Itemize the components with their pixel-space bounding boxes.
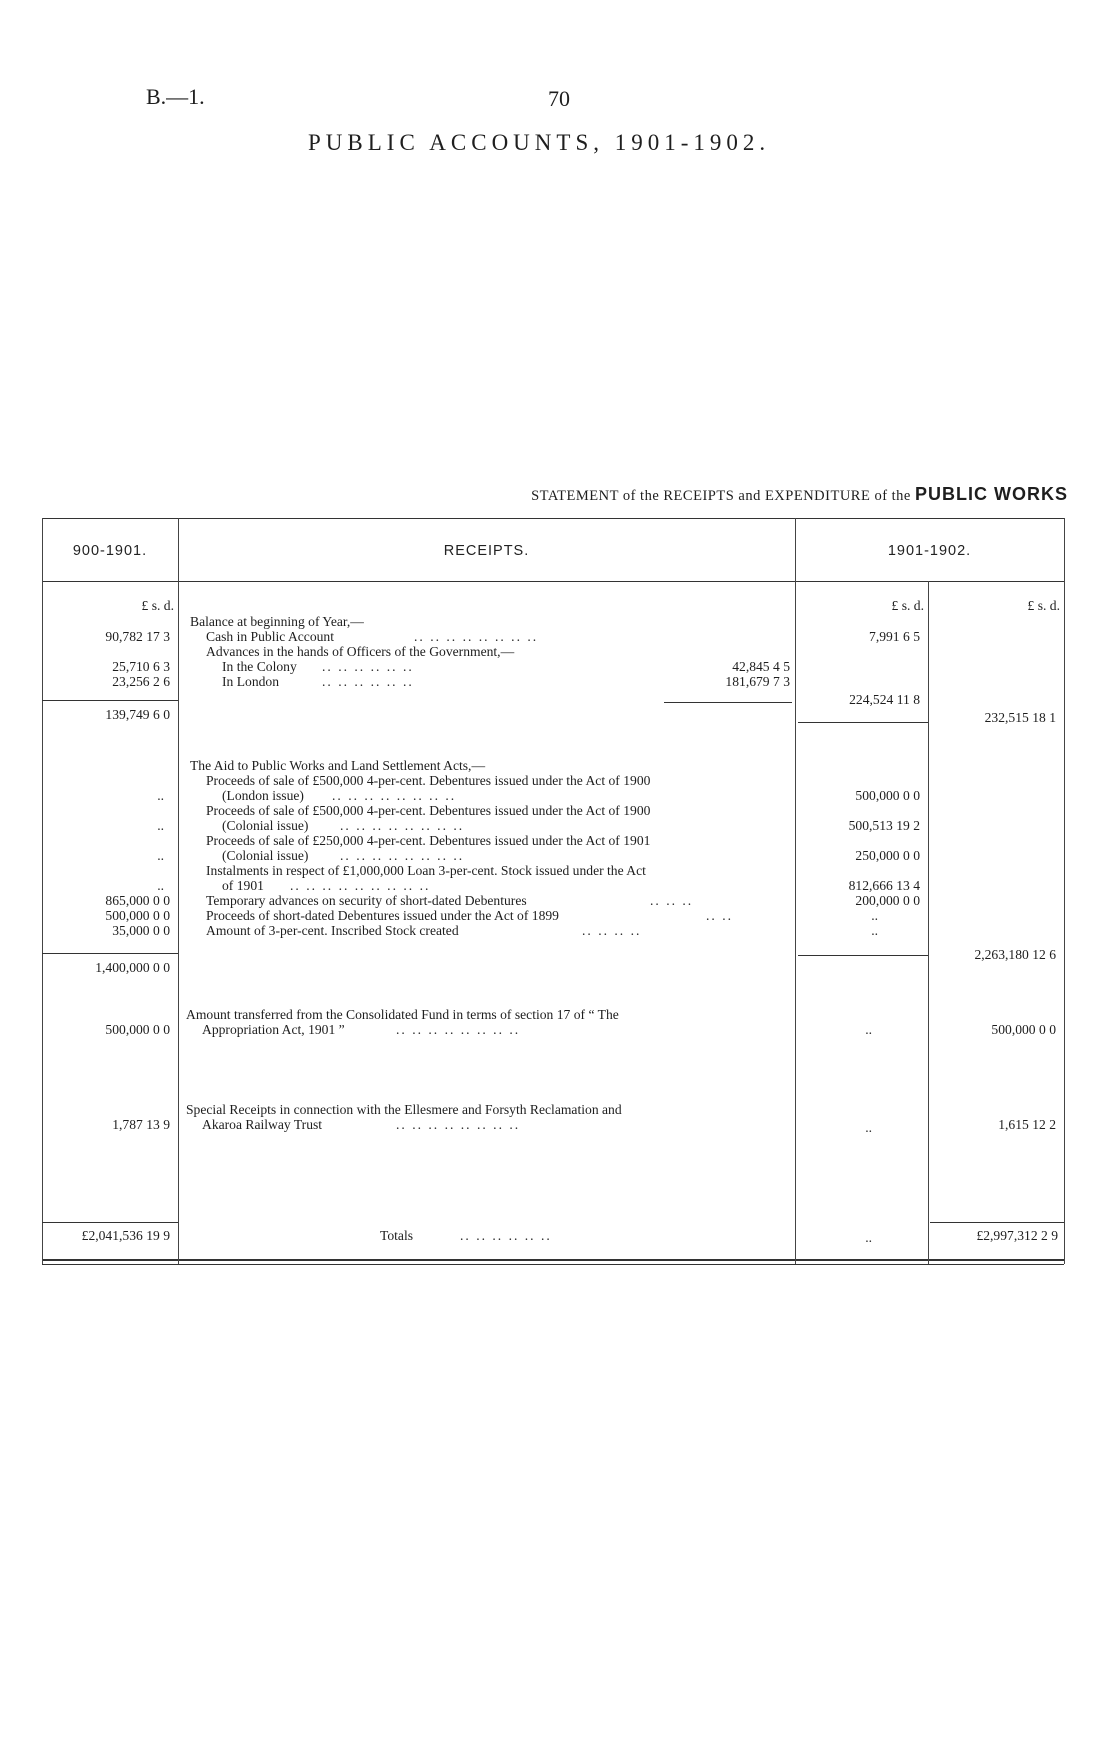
aid-item2-line2: (Colonial issue): [222, 818, 309, 833]
totals-curr-a: ..: [865, 1230, 872, 1245]
consolidated-leader: .. .. .. .. .. .. .. ..: [396, 1022, 521, 1037]
prev-subtotal-rule-1: [42, 700, 178, 701]
aid-item5-leader: .. .. ..: [650, 893, 694, 908]
aid-item4-leader: .. .. .. .. .. .. .. .. ..: [290, 878, 431, 893]
advances-subtotal: 224,524 11 8: [849, 692, 920, 707]
special-curr-a: ..: [865, 1120, 872, 1135]
aid-item2-prev: ..: [157, 818, 164, 833]
aid-item2-curr: 500,513 19 2: [848, 818, 920, 833]
aid-item3-line1: Proceeds of sale of £250,000 4-per-cent. Debentures issued under the Act of 1901: [206, 833, 651, 848]
aid-item6-prev: 500,000 0 0: [105, 908, 170, 923]
london-inner: 181,679 7 3: [725, 674, 790, 689]
curr-subtotal-rule-2: [798, 955, 928, 956]
col-rule-prev: [178, 518, 179, 1264]
aid-item5-prev: 865,000 0 0: [105, 893, 170, 908]
consolidated-prev: 500,000 0 0: [105, 1022, 170, 1037]
aid-item3-prev: ..: [157, 848, 164, 863]
aid-item3-line2: (Colonial issue): [222, 848, 309, 863]
aid-item6-leader: .. ..: [706, 908, 733, 923]
aid-item2-leader: .. .. .. .. .. .. .. ..: [340, 818, 465, 833]
special-leader: .. .. .. .. .. .. .. ..: [396, 1117, 521, 1132]
aid-item6-curr: ..: [871, 908, 878, 923]
special-curr: 1,615 12 2: [998, 1117, 1056, 1132]
statement-prefix: STATEMENT of the RECEIPTS and EXPENDITURE of the: [531, 488, 911, 504]
balance-heading: Balance at beginning of Year,—: [190, 614, 364, 629]
totals-leader: .. .. .. .. .. ..: [460, 1228, 552, 1243]
aid-item7-label: Amount of 3-per-cent. Inscribed Stock created: [206, 923, 459, 938]
aid-item7-curr: ..: [871, 923, 878, 938]
inner-subtotal-rule: [664, 702, 792, 703]
london-prev: 23,256 2 6: [112, 674, 170, 689]
aid-item1-curr: 500,000 0 0: [855, 788, 920, 803]
page-number: 70: [548, 86, 570, 111]
aid-item1-prev: ..: [157, 788, 164, 803]
lsd-header-curr-b: £ s. d.: [1027, 598, 1060, 613]
colony-leader: .. .. .. .. .. ..: [322, 659, 414, 674]
aid-item1-line1: Proceeds of sale of £500,000 4-per-cent. Debentures issued under the Act of 1900: [206, 773, 651, 788]
cash-label: Cash in Public Account: [206, 629, 334, 644]
balance-curr-total: 232,515 18 1: [984, 710, 1056, 725]
aid-item4-prev: ..: [157, 878, 164, 893]
aid-curr-total: 2,263,180 12 6: [974, 947, 1056, 962]
aid-item7-leader: .. .. .. ..: [582, 923, 642, 938]
col-header-receipts: RECEIPTS.: [443, 543, 530, 559]
col-rule-curr-mid: [928, 581, 929, 1264]
cash-prev: 90,782 17 3: [105, 629, 170, 644]
aid-item6-label: Proceeds of short-dated Debentures issued under the Act of 1899: [206, 908, 559, 923]
page-title: PUBLIC ACCOUNTS, 1901-1902.: [308, 130, 771, 155]
london-label: In London: [222, 674, 280, 689]
lsd-header-prev: £ s. d.: [141, 598, 174, 613]
cash-leader: .. .. .. .. .. .. .. ..: [414, 629, 539, 644]
aid-item5-label: Temporary advances on security of short-dated Debentures: [206, 893, 527, 908]
aid-item1-line2: (London issue): [222, 788, 304, 803]
cash-curr: 7,991 6 5: [869, 629, 920, 644]
col-rule-right: [1064, 518, 1065, 1264]
aid-item2-line1: Proceeds of sale of £500,000 4-per-cent. Debentures issued under the Act of 1900: [206, 803, 651, 818]
aid-item3-leader: .. .. .. .. .. .. .. ..: [340, 848, 465, 863]
curr-total-rule: [930, 1222, 1064, 1223]
prev-subtotal-rule-2: [42, 953, 178, 954]
aid-item7-prev: 35,000 0 0: [112, 923, 170, 938]
totals-label: Totals: [380, 1228, 414, 1243]
table-bottom-rule: [42, 1259, 1064, 1261]
consolidated-line1: Amount transferred from the Consolidated Fund in terms of section 17 of “ The: [186, 1007, 619, 1022]
document-reference: B.—1.: [146, 84, 205, 109]
aid-item5-curr: 200,000 0 0: [855, 893, 920, 908]
aid-item1-leader: .. .. .. .. .. .. .. ..: [332, 788, 457, 803]
colony-prev: 25,710 6 3: [112, 659, 170, 674]
aid-item3-curr: 250,000 0 0: [855, 848, 920, 863]
table-bottom-rule-2: [42, 1264, 1064, 1265]
totals-curr: £2,997,312 2 9: [976, 1228, 1058, 1243]
statement-heading: [531, 484, 1068, 505]
col-rule-left: [42, 518, 43, 1264]
colony-label: In the Colony: [222, 659, 297, 674]
statement-bold-title: PUBLIC WORKS: [915, 484, 1068, 504]
consolidated-line2: Appropriation Act, 1901 ”: [202, 1022, 345, 1037]
aid-heading: The Aid to Public Works and Land Settlement Acts,—: [190, 758, 486, 773]
header-bottom-rule: [42, 581, 1064, 582]
aid-item4-line1: Instalments in respect of £1,000,000 Loan 3-per-cent. Stock issued under the Act: [206, 863, 646, 878]
totals-prev: £2,041,536 19 9: [81, 1228, 170, 1243]
aid-item4-line2: of 1901: [222, 878, 264, 893]
aid-prev-total: 1,400,000 0 0: [95, 960, 170, 975]
table-top-rule: [42, 518, 1064, 519]
col-rule-receipts: [795, 518, 796, 1264]
balance-prev-total: 139,749 6 0: [105, 707, 170, 722]
london-leader: .. .. .. .. .. ..: [322, 674, 414, 689]
prev-total-rule: [42, 1222, 178, 1223]
col-header-curr-year: 1901-1902.: [887, 543, 972, 559]
colony-inner: 42,845 4 5: [732, 659, 790, 674]
special-line1: Special Receipts in connection with the Ellesmere and Forsyth Reclamation and: [186, 1102, 622, 1117]
col-header-prev-year: 900-1901.: [72, 543, 148, 559]
lsd-header-curr-a: £ s. d.: [891, 598, 924, 613]
curr-subtotal-rule-1: [798, 722, 928, 723]
special-line2: Akaroa Railway Trust: [202, 1117, 323, 1132]
aid-item4-curr: 812,666 13 4: [848, 878, 920, 893]
special-prev: 1,787 13 9: [112, 1117, 170, 1132]
advances-heading: Advances in the hands of Officers of the Government,—: [206, 644, 515, 659]
consolidated-curr-a: ..: [865, 1022, 872, 1037]
consolidated-curr: 500,000 0 0: [991, 1022, 1056, 1037]
